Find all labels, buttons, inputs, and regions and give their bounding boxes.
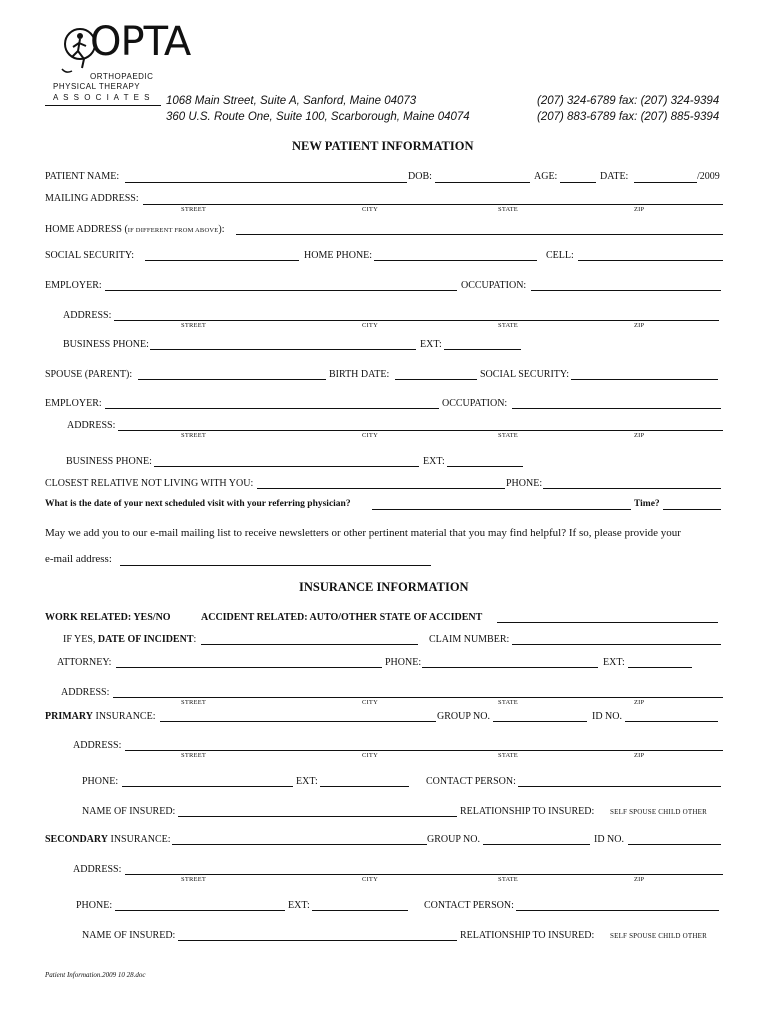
- attorney-address-label: ADDRESS:: [61, 687, 110, 698]
- relative-phone-label: PHONE:: [506, 478, 543, 489]
- primary-relationship-label: RELATIONSHIP TO INSURED:: [460, 806, 595, 817]
- spouse-ext-field[interactable]: [447, 466, 523, 467]
- cell-field[interactable]: [578, 260, 723, 261]
- date-year: /2009: [697, 171, 720, 182]
- insurance-title: INSURANCE INFORMATION: [299, 580, 469, 594]
- date-of-incident-field[interactable]: [201, 644, 418, 645]
- dob-label: DOB:: [408, 171, 432, 182]
- secondary-id-label: ID NO.: [594, 834, 624, 845]
- home-phone-label: HOME PHONE:: [304, 250, 373, 261]
- zip-caption: ZIP: [634, 432, 645, 439]
- primary-phone-field[interactable]: [122, 786, 293, 787]
- secondary-contact-field[interactable]: [516, 910, 719, 911]
- secondary-insured-name-label: NAME OF INSURED:: [82, 930, 176, 941]
- attorney-ext-label: EXT:: [603, 657, 625, 668]
- secondary-relationship-label: RELATIONSHIP TO INSURED:: [460, 930, 595, 941]
- ext-label: EXT:: [420, 339, 442, 350]
- date-of-incident-label: IF YES, DATE OF INCIDENT:: [63, 634, 197, 645]
- spouse-label: SPOUSE (PARENT):: [45, 369, 133, 380]
- relative-phone-field[interactable]: [543, 488, 721, 489]
- primary-address-label: ADDRESS:: [73, 740, 122, 751]
- social-security-field[interactable]: [145, 260, 299, 261]
- address-scarborough: 360 U.S. Route One, Suite 100, Scarborough, Maine 04074: [166, 111, 470, 123]
- secondary-phone-field[interactable]: [115, 910, 285, 911]
- primary-contact-field[interactable]: [518, 786, 721, 787]
- spouse-ssn-label: SOCIAL SECURITY:: [480, 369, 569, 380]
- city-caption: CITY: [362, 322, 378, 329]
- primary-insured-name-label: NAME OF INSURED:: [82, 806, 176, 817]
- primary-phone-label: PHONE:: [82, 776, 119, 787]
- age-field[interactable]: [560, 182, 596, 183]
- occupation-field[interactable]: [531, 290, 721, 291]
- primary-ext-label: EXT:: [296, 776, 318, 787]
- business-phone-label: BUSINESS PHONE:: [63, 339, 149, 350]
- zip-caption: ZIP: [634, 752, 645, 759]
- spouse-ext-label: EXT:: [423, 456, 445, 467]
- employer-field[interactable]: [105, 290, 457, 291]
- state-caption: STATE: [498, 432, 518, 439]
- secondary-insurance-field[interactable]: [172, 844, 427, 845]
- birth-date-label: BIRTH DATE:: [329, 369, 390, 380]
- attorney-label: ATTORNEY:: [57, 657, 112, 668]
- employer-address-field[interactable]: [114, 320, 719, 321]
- state-caption: STATE: [498, 206, 518, 213]
- patient-name-label: PATIENT NAME:: [45, 171, 120, 182]
- time-label: Time?: [634, 499, 660, 509]
- primary-insurance-field[interactable]: [160, 721, 436, 722]
- attorney-address-field[interactable]: [113, 697, 723, 698]
- social-security-label: SOCIAL SECURITY:: [45, 250, 134, 261]
- spouse-occupation-field[interactable]: [512, 408, 721, 409]
- next-visit-field[interactable]: [372, 509, 631, 510]
- zip-caption: ZIP: [634, 206, 645, 213]
- city-caption: CITY: [362, 699, 378, 706]
- secondary-insurance-label: SECONDARY INSURANCE:: [45, 834, 171, 845]
- closest-relative-label: CLOSEST RELATIVE NOT LIVING WITH YOU:: [45, 478, 254, 489]
- page-title: NEW PATIENT INFORMATION: [292, 139, 474, 153]
- street-caption: STREET: [181, 206, 207, 213]
- attorney-phone-label: PHONE:: [385, 657, 422, 668]
- spouse-business-phone-label: BUSINESS PHONE:: [66, 456, 152, 467]
- logo-letters: OPTA: [90, 19, 191, 65]
- spouse-occupation-label: OCCUPATION:: [442, 398, 508, 409]
- closest-relative-field[interactable]: [257, 488, 505, 489]
- logo-line1: ORTHOPAEDIC: [90, 72, 154, 81]
- logo-line2: PHYSICAL THERAPY: [53, 82, 141, 91]
- street-caption: STREET: [181, 752, 207, 759]
- attorney-field[interactable]: [116, 667, 382, 668]
- state-caption: STATE: [498, 322, 518, 329]
- primary-insured-name-field[interactable]: [178, 816, 457, 817]
- zip-caption: ZIP: [634, 876, 645, 883]
- city-caption: CITY: [362, 876, 378, 883]
- street-caption: STREET: [181, 322, 207, 329]
- secondary-address-field[interactable]: [125, 874, 723, 875]
- birth-date-field[interactable]: [395, 379, 477, 380]
- logo-line3: A S S O C I A T E S: [53, 93, 152, 102]
- dob-field[interactable]: [435, 182, 530, 183]
- spouse-address-field[interactable]: [118, 430, 723, 431]
- patient-name-field[interactable]: [125, 182, 407, 183]
- street-caption: STREET: [181, 432, 207, 439]
- state-of-accident-field[interactable]: [497, 622, 718, 623]
- phone-scarborough: (207) 883-6789 fax: (207) 885-9394: [537, 111, 720, 123]
- occupation-label: OCCUPATION:: [461, 280, 527, 291]
- city-caption: CITY: [362, 206, 378, 213]
- secondary-id-field[interactable]: [628, 844, 721, 845]
- attorney-ext-field[interactable]: [628, 667, 692, 668]
- cell-label: CELL:: [546, 250, 574, 261]
- secondary-insured-name-field[interactable]: [178, 940, 457, 941]
- state-caption: STATE: [498, 876, 518, 883]
- employer-address-label: ADDRESS:: [63, 310, 112, 321]
- accident-related-label: ACCIDENT RELATED: AUTO/OTHER STATE OF ACCIDENT: [201, 612, 483, 623]
- zip-caption: ZIP: [634, 322, 645, 329]
- secondary-phone-label: PHONE:: [76, 900, 113, 911]
- secondary-contact-label: CONTACT PERSON:: [424, 900, 514, 911]
- logo: [40, 19, 191, 102]
- spouse-employer-label: EMPLOYER:: [45, 398, 102, 409]
- claim-number-label: CLAIM NUMBER:: [429, 634, 510, 645]
- date-label: DATE:: [600, 171, 629, 182]
- secondary-ext-label: EXT:: [288, 900, 310, 911]
- primary-group-label: GROUP NO.: [437, 711, 490, 722]
- home-address-label: HOME ADDRESS (IF DIFFERENT FROM ABOVE):: [45, 224, 225, 235]
- primary-ext-field[interactable]: [320, 786, 409, 787]
- secondary-address-label: ADDRESS:: [73, 864, 122, 875]
- mailing-address-field[interactable]: [143, 204, 723, 205]
- home-address-field[interactable]: [236, 234, 723, 235]
- spouse-field[interactable]: [138, 379, 326, 380]
- primary-relationship-options[interactable]: SELF SPOUSE CHILD OTHER: [610, 808, 707, 816]
- secondary-ext-field[interactable]: [312, 910, 408, 911]
- primary-id-label: ID NO.: [592, 711, 622, 722]
- primary-group-field[interactable]: [493, 721, 587, 722]
- primary-address-field[interactable]: [125, 750, 723, 751]
- phone-sanford: (207) 324-6789 fax: (207) 324-9394: [537, 95, 720, 107]
- ext-field[interactable]: [444, 349, 521, 350]
- work-related-label: WORK RELATED: YES/NO: [45, 612, 171, 623]
- zip-caption: ZIP: [634, 699, 645, 706]
- primary-contact-label: CONTACT PERSON:: [426, 776, 516, 787]
- business-phone-field[interactable]: [150, 349, 416, 350]
- date-field[interactable]: [634, 182, 697, 183]
- email-field[interactable]: [120, 565, 431, 566]
- primary-id-field[interactable]: [625, 721, 718, 722]
- state-caption: STATE: [498, 752, 518, 759]
- secondary-relationship-options[interactable]: SELF SPOUSE CHILD OTHER: [610, 932, 707, 940]
- attorney-phone-field[interactable]: [422, 667, 598, 668]
- spouse-address-label: ADDRESS:: [67, 420, 116, 431]
- spouse-employer-field[interactable]: [105, 408, 439, 409]
- spouse-ssn-field[interactable]: [571, 379, 718, 380]
- mailing-address-label: MAILING ADDRESS:: [45, 193, 139, 204]
- logo-underline: [45, 105, 161, 106]
- age-label: AGE:: [534, 171, 558, 182]
- claim-number-field[interactable]: [512, 644, 721, 645]
- footer-filename: Patient Information.2009 10 28.doc: [45, 971, 146, 979]
- spouse-business-phone-field[interactable]: [154, 466, 419, 467]
- state-caption: STATE: [498, 699, 518, 706]
- city-caption: CITY: [362, 432, 378, 439]
- city-caption: CITY: [362, 752, 378, 759]
- secondary-group-label: GROUP NO.: [427, 834, 480, 845]
- time-field[interactable]: [663, 509, 721, 510]
- address-sanford: 1068 Main Street, Suite A, Sanford, Maine 04073: [166, 95, 417, 107]
- next-visit-label: What is the date of your next scheduled visit with your referring physician?: [45, 499, 351, 509]
- home-phone-field[interactable]: [374, 260, 537, 261]
- email-label: e-mail address:: [45, 553, 112, 565]
- employer-label: EMPLOYER:: [45, 280, 102, 291]
- street-caption: STREET: [181, 876, 207, 883]
- primary-insurance-label: PRIMARY INSURANCE:: [45, 711, 156, 722]
- secondary-group-field[interactable]: [483, 844, 590, 845]
- email-question: May we add you to our e-mail mailing list to receive newsletters or other pertinent material that you may find helpful? If so, please provide your: [45, 527, 681, 539]
- street-caption: STREET: [181, 699, 207, 706]
